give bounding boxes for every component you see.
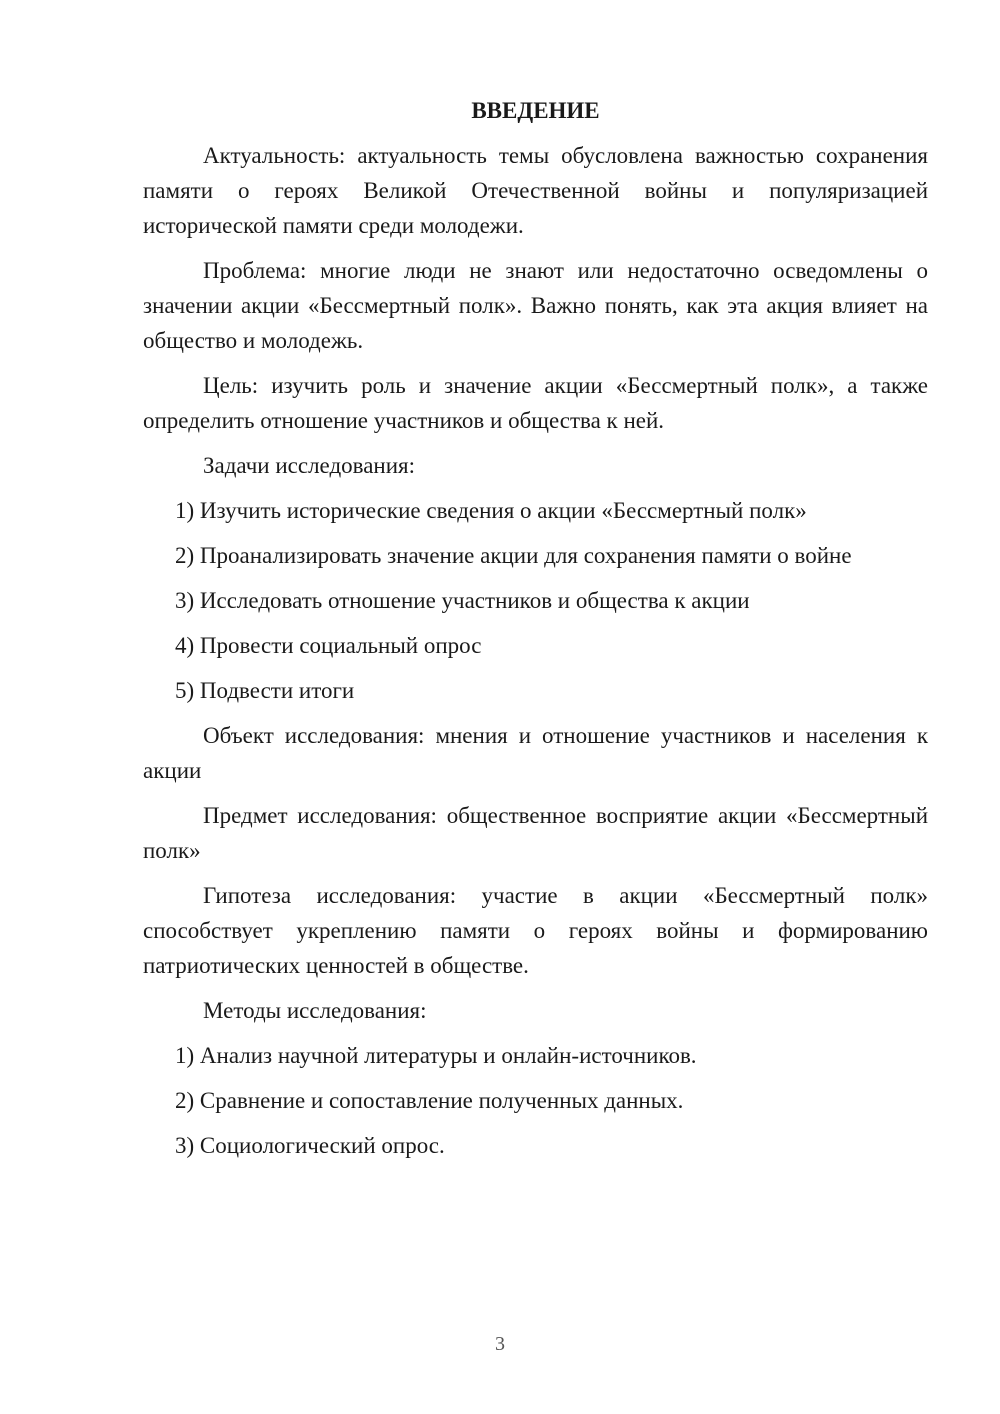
method-item: 1) Анализ научной литературы и онлайн-источников. [175,1043,697,1068]
task-item: 2) Проанализировать значение акции для сохранения памяти о войне [175,543,852,568]
tasks-heading: Задачи исследования: [203,453,416,478]
methods-heading: Методы исследования: [203,998,427,1023]
document-page [143,96,928,1173]
hypothesis-paragraph: Гипотеза исследования: участие в акции «Бессмертный полк» способствует укреплению памяти о героях войны и формированию патриотических ценностей в обществе. [143,883,928,978]
task-item: 3) Исследовать отношение участников и общества к акции [175,588,750,613]
method-item: 2) Сравнение и сопоставление полученных данных. [175,1088,684,1113]
relevance-paragraph: Актуальность: актуальность темы обусловлена важностью сохранения памяти о героях Великой Отечественной войны и популяризацией исторической памяти среди молодежи. [143,143,928,238]
task-item: 1) Изучить исторические сведения о акции «Бессмертный полк» [175,498,807,523]
page-title: ВВЕДЕНИЕ [471,98,600,123]
subject-paragraph: Предмет исследования: общественное восприятие акции «Бессмертный полк» [143,803,928,863]
object-paragraph: Объект исследования: мнения и отношение участников и населения к акции [143,723,928,783]
task-item: 4) Провести социальный опрос [175,633,482,658]
problem-paragraph: Проблема: многие люди не знают или недостаточно осведомлены о значении акции «Бессмертный полк». Важно понять, как эта акция влияет на общество и молодежь. [143,258,928,353]
page-number: 3 [495,1333,505,1355]
method-item: 3) Социологический опрос. [175,1133,445,1158]
task-item: 5) Подвести итоги [175,678,355,703]
goal-paragraph: Цель: изучить роль и значение акции «Бессмертный полк», а также определить отношение участников и общества к ней. [143,373,928,433]
